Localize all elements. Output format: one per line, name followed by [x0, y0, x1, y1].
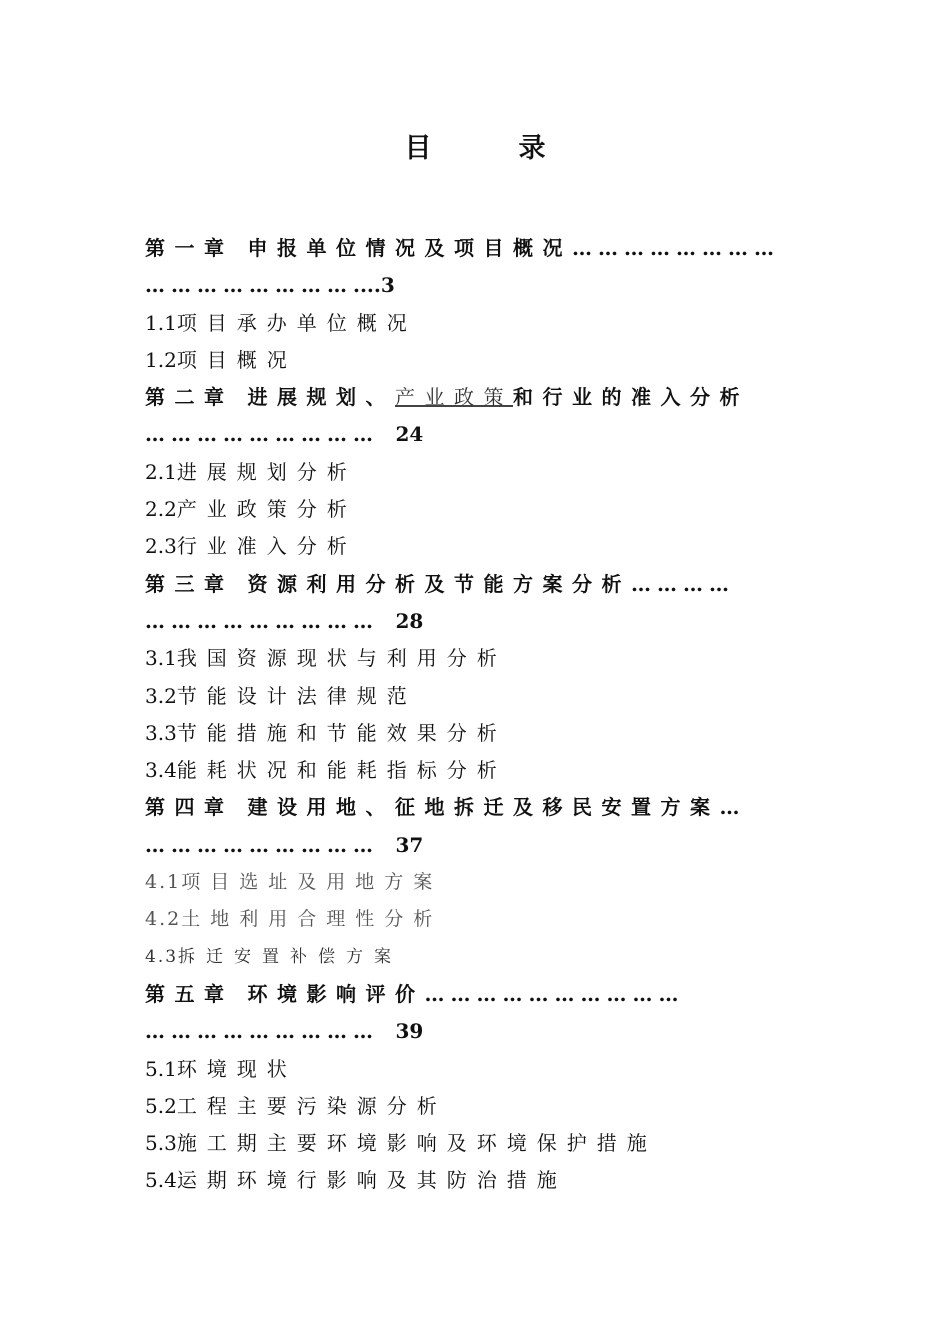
table-of-contents: [145, 230, 845, 1200]
chapter-title-part-a: 进展规划、: [247, 385, 395, 410]
toc-section-5-3[interactable]: [145, 1125, 845, 1162]
section-title: 项目概况: [176, 347, 297, 372]
leader-dots: …………………………: [424, 981, 685, 1006]
leader-dots: ……………………: [572, 236, 780, 260]
toc-section-5-4[interactable]: [145, 1162, 845, 1199]
section-title: 环境现状: [176, 1056, 297, 1081]
section-number: 3.2: [145, 683, 177, 708]
chapter-title-part-b: 和行业的准入分析: [513, 385, 749, 410]
leader-dots: ……………………: [145, 273, 353, 298]
toc-section-2-2[interactable]: [145, 491, 845, 528]
section-title: 进展规划分析: [176, 459, 357, 484]
toc-chapter-5-cont: [145, 1013, 845, 1050]
toc-section-4-3[interactable]: [145, 939, 845, 976]
section-number: 5.2: [145, 1093, 177, 1118]
leader-dots: ………………………: [145, 1019, 379, 1044]
section-number: 2.2: [145, 497, 177, 522]
section-number: 3.3: [145, 720, 177, 745]
page-number: 39: [395, 1019, 424, 1044]
toc-section-4-1[interactable]: [145, 864, 845, 901]
section-number: 1.1: [145, 310, 177, 335]
section-number: 5.3: [145, 1131, 177, 1156]
leader-dots: ………………………: [145, 422, 379, 447]
section-title: 项目选址及用地方案: [181, 871, 443, 894]
toc-chapter-5[interactable]: [145, 976, 845, 1013]
toc-section-3-3[interactable]: [145, 715, 845, 752]
section-title: 行业准入分析: [176, 534, 357, 559]
chapter-title: 资源利用分析及节能方案分析: [247, 571, 631, 596]
section-number: 2.3: [145, 534, 177, 559]
toc-chapter-1[interactable]: [145, 230, 845, 267]
section-number: 1.2: [145, 347, 177, 372]
toc-section-4-2[interactable]: [145, 901, 845, 938]
section-title: 节能措施和节能效果分析: [176, 720, 507, 745]
section-title: 节能设计法律规范: [176, 683, 417, 708]
section-title: 施工期主要环境影响及环境保护措施: [176, 1131, 657, 1156]
chapter-label: 第四章: [145, 795, 234, 820]
chapter-title: 环境影响评价: [247, 981, 425, 1006]
page-number: 28: [395, 608, 424, 633]
toc-section-3-4[interactable]: [145, 752, 845, 789]
section-number: 2.1: [145, 459, 177, 484]
section-title: 拆迁安置补偿方案: [178, 946, 403, 967]
leader-dots: …………: [631, 571, 735, 596]
toc-section-5-1[interactable]: [145, 1051, 845, 1088]
page-number: ....3: [353, 273, 395, 298]
chapter-label: 第一章: [145, 236, 234, 260]
chapter-title: 申报单位情况及项目概况: [247, 236, 572, 260]
toc-section-1-1[interactable]: [145, 305, 845, 342]
section-title: 运期环境行影响及其防治措施: [176, 1168, 567, 1193]
toc-chapter-2-cont: [145, 416, 845, 453]
leader-dots: ………………………: [145, 608, 379, 633]
page-number: 37: [395, 832, 424, 857]
section-title: 能耗状况和能耗指标分析: [176, 758, 507, 783]
section-number: 4.3: [145, 946, 179, 967]
toc-chapter-4[interactable]: [145, 789, 845, 826]
toc-chapter-2[interactable]: [145, 379, 845, 416]
section-title: 我国资源现状与利用分析: [176, 646, 507, 671]
section-number: 5.1: [145, 1056, 177, 1081]
section-title: 产业政策分析: [176, 497, 357, 522]
toc-section-1-2[interactable]: [145, 342, 845, 379]
industry-policy-link[interactable]: 产业政策: [395, 385, 513, 410]
section-title: 工程主要污染源分析: [176, 1093, 447, 1118]
toc-section-3-1[interactable]: [145, 640, 845, 677]
toc-chapter-1-cont: [145, 267, 845, 304]
chapter-label: 第二章: [145, 385, 234, 410]
chapter-label: 第三章: [145, 571, 234, 596]
section-number: 4.1: [145, 871, 182, 894]
section-number: 3.4: [145, 758, 177, 783]
toc-section-2-1[interactable]: [145, 454, 845, 491]
toc-section-2-3[interactable]: [145, 528, 845, 565]
section-number: 3.1: [145, 646, 177, 671]
toc-chapter-3[interactable]: [145, 566, 845, 603]
section-title: 项目承办单位概况: [176, 310, 417, 335]
toc-chapter-3-cont: [145, 603, 845, 640]
section-number: 5.4: [145, 1168, 177, 1193]
toc-section-3-2[interactable]: [145, 678, 845, 715]
chapter-title: 建设用地、征地拆迁及移民安置方案: [247, 795, 720, 820]
chapter-label: 第五章: [145, 981, 234, 1006]
toc-section-5-2[interactable]: [145, 1088, 845, 1125]
page-number: 24: [395, 422, 424, 447]
section-number: 4.2: [145, 908, 182, 931]
section-title: 土地利用合理性分析: [181, 908, 443, 931]
page-title: 目 录: [404, 133, 576, 164]
leader-dots: ………………………: [145, 832, 379, 857]
toc-chapter-4-cont: [145, 827, 845, 864]
leader-dots: …: [719, 795, 746, 820]
